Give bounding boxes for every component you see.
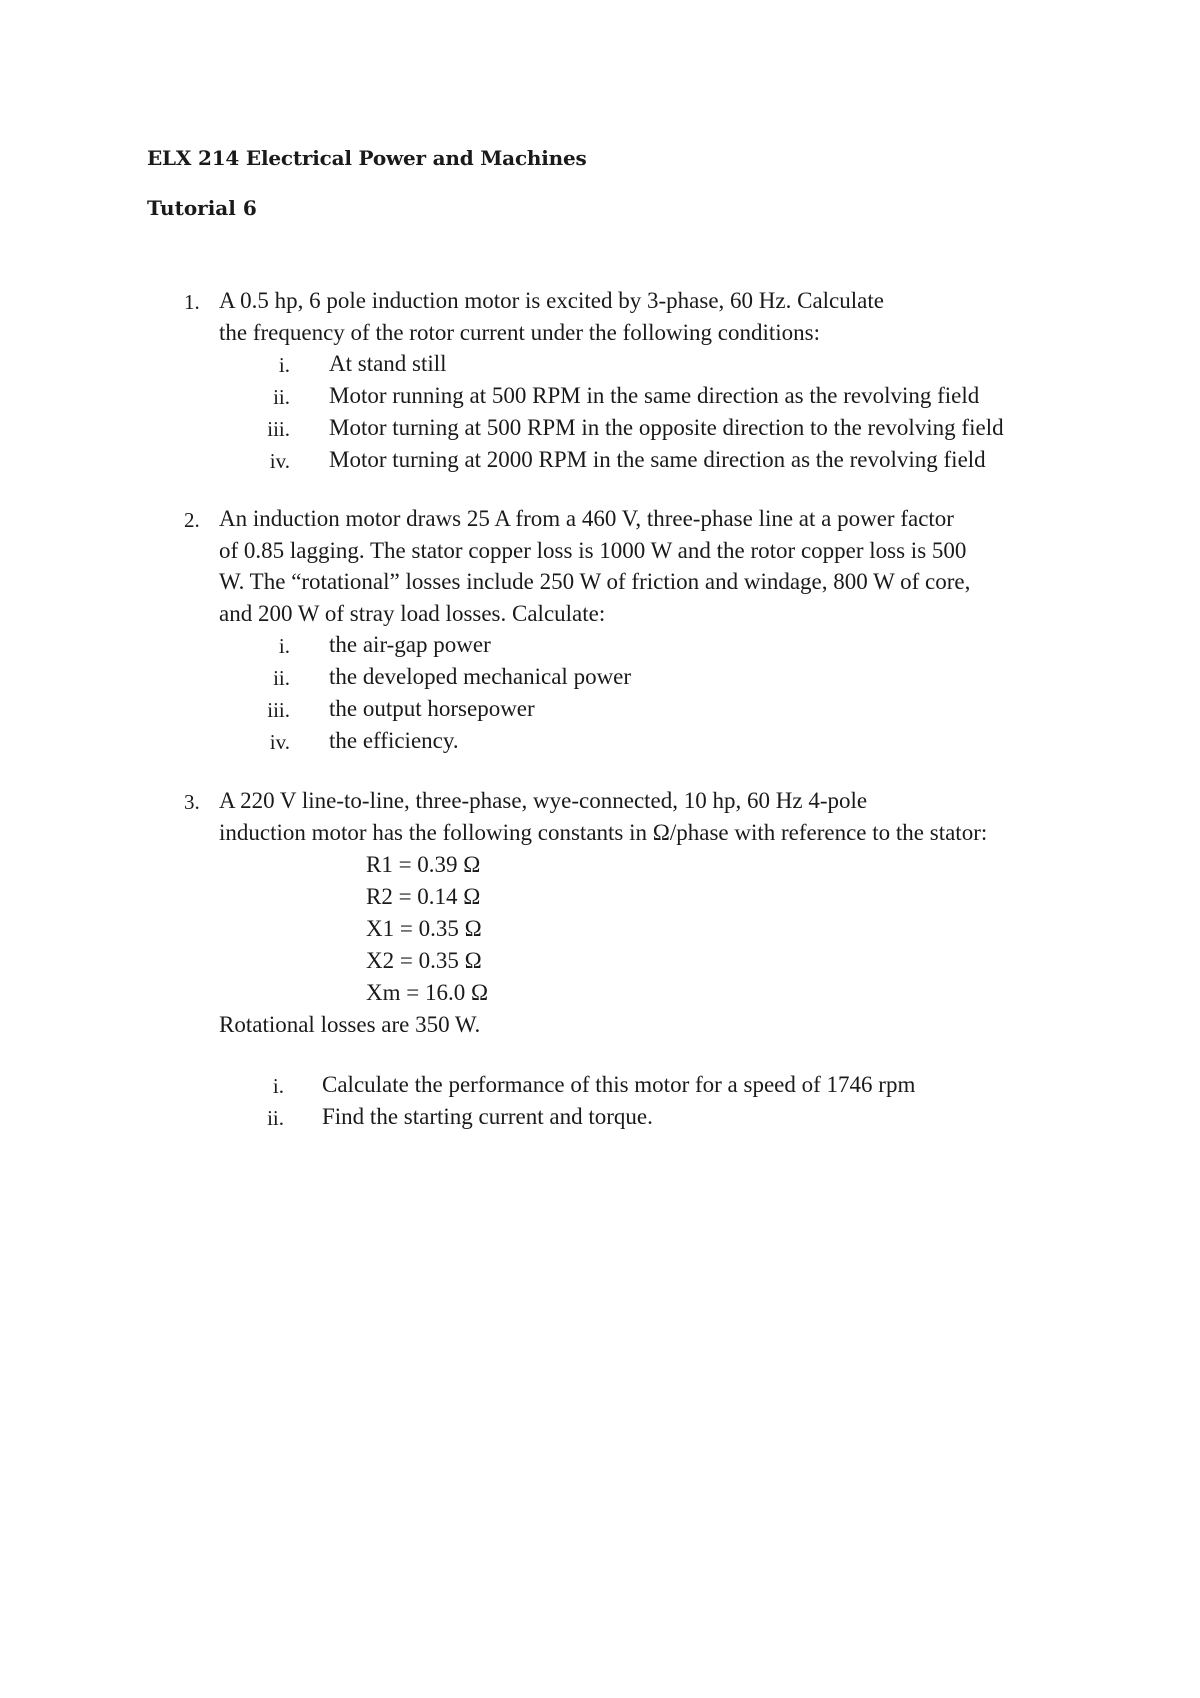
constant-xm: Xm = 16.0 Ω [366, 980, 489, 1005]
part-text: the efficiency. [329, 728, 459, 753]
part-number: iii. [267, 417, 290, 441]
part-text: the air-gap power [329, 632, 491, 657]
part-text: the developed mechanical power [329, 664, 632, 689]
constant-x1: X1 = 0.35 Ω [366, 916, 482, 941]
part-number: i. [272, 1074, 284, 1098]
question-number: 2. [184, 508, 200, 532]
question-line: W. The “rotational” losses include 250 W of friction and windage, 800 W of core, [219, 569, 971, 594]
constant-r1: R1 = 0.39 Ω [366, 852, 481, 877]
question-line: A 220 V line-to-line, three-phase, wye-connected, 10 hp, 60 Hz 4-pole [219, 788, 868, 813]
part-number: i. [278, 634, 290, 658]
part-text: Calculate the performance of this motor for a speed of 1746 rpm [322, 1072, 916, 1097]
question-line: A 0.5 hp, 6 pole induction motor is excited by 3-phase, 60 Hz. Calculate [219, 288, 884, 313]
part-number: ii. [273, 666, 290, 690]
part-number: iv. [269, 449, 290, 473]
part-text: the output horsepower [329, 696, 535, 721]
question-line: and 200 W of stray load losses. Calculate: [219, 600, 606, 626]
constant-r2: R2 = 0.14 Ω [366, 884, 481, 909]
part-number: iii. [267, 698, 290, 722]
question-line: the frequency of the rotor current under the following conditions: [219, 319, 821, 345]
part-text: Motor turning at 500 RPM in the opposite direction to the revolving field [329, 415, 1004, 440]
part-number: ii. [273, 385, 290, 409]
question-line: of 0.85 lagging. The stator copper loss is 1000 W and the rotor copper loss is 500 [219, 537, 967, 563]
part-number: iv. [269, 730, 290, 754]
part-number: ii. [267, 1106, 284, 1130]
constant-x2: X2 = 0.35 Ω [366, 948, 482, 973]
part-text: Motor running at 500 RPM in the same direction as the revolving field [329, 383, 980, 408]
part-number: i. [278, 353, 290, 377]
question-text [219, 503, 1079, 629]
question-text [219, 285, 1079, 348]
question-number: 1. [184, 290, 200, 314]
question-line: induction motor has the following constants in Ω/phase with reference to the stator: [219, 819, 988, 845]
tutorial-subtitle: Tutorial 6 [147, 196, 257, 220]
question-number: 3. [184, 790, 200, 814]
part-text: Find the starting current and torque. [322, 1104, 653, 1129]
part-text: Motor turning at 2000 RPM in the same direction as the revolving field [329, 447, 986, 472]
part-text: At stand still [329, 351, 447, 376]
document-title: ELX 214 Electrical Power and Machines [147, 146, 587, 170]
question-text [219, 785, 1079, 848]
question-line: An induction motor draws 25 A from a 460 V, three-phase line at a power factor [219, 506, 954, 531]
note-text: Rotational losses are 350 W. [219, 1012, 481, 1037]
